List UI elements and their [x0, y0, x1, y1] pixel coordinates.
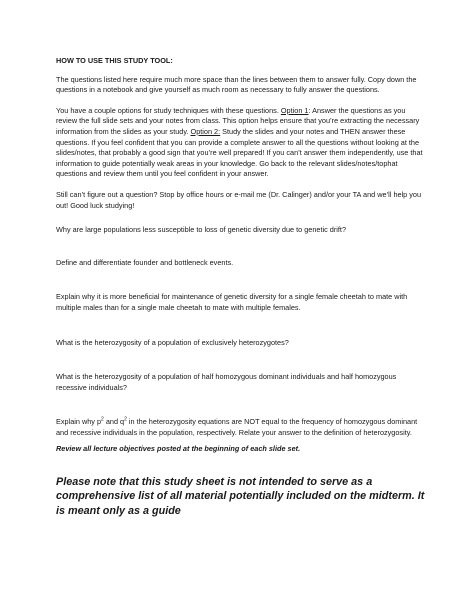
options-text-2: : Answer the questions as you review the full slide sets and your notes from class. This option helps ensure that you’re extracting the necessary information from the slides as your study.	[56, 105, 420, 136]
question-6-text-b: and q	[103, 417, 125, 427]
question-6-text-a: Explain why p	[56, 417, 102, 427]
options-paragraph	[56, 106, 424, 180]
review-reminder: Review all lecture objectives posted at the beginning of each slide set.	[56, 444, 301, 454]
disclaimer-note: Please note that this study sheet is not intended to serve as a comprehensive list of all material potentially included on the midterm. It is meant only as a guide	[56, 476, 425, 517]
intro-paragraph: The questions listed here require much more space than the lines between them to answer fully. Copy down the questions in a notebook and give yourself as much room as necessary to fully answer the questions.	[56, 74, 417, 95]
question-5: What is the heterozygosity of a population of half homozygous dominant individuals and half homozygous recessive individuals?	[56, 372, 397, 392]
question-4: What is the heterozygosity of a population of exclusively heterozygotes?	[56, 337, 289, 347]
question-2: Define and differentiate founder and bottleneck events.	[56, 257, 234, 267]
question-3: Explain why it is more beneficial for maintenance of genetic diversity for a single female cheetah to mate with multiple males than for a single male cheetah to mate with multiple females.	[56, 292, 408, 312]
question-6-superscript-1: 2	[101, 416, 104, 423]
options-text-1: You have a couple options for study techniques with these questions.	[56, 105, 281, 115]
question-6-text-c: in the heterozygosity equations are NOT equal to the frequency of homozygous dominant and recessive individuals in the population, respectively. Relate your answer to the definition of heterozygosity.	[56, 417, 418, 437]
option-2-label: Option 2:	[190, 126, 221, 136]
document-body	[56, 56, 424, 518]
question-6	[56, 417, 424, 438]
help-paragraph: Still can’t figure out a question? Stop by office hours or e-mail me (Dr. Calinger) and/or your TA and we’ll help you out! Good luck studying!	[56, 189, 422, 210]
question-1: Why are large populations less susceptible to loss of genetic diversity due to genetic drift?	[56, 225, 347, 235]
question-6-superscript-2: 2	[124, 416, 127, 423]
option-1-label: Option 1	[280, 105, 309, 115]
options-text-3: Study the slides and your notes and THEN answer these questions. If you feel confident that you can provide a complete answer to all the questions without looking at the slides/notes, that probably a good sign that you’re well prepared! If you can’t answer them independently, use that information to guide potentially weak areas in your knowledge. Go back to the relevant slides/notes/tophat questions and review them until you feel confident in your answer.	[56, 126, 423, 179]
page-title: HOW TO USE THIS STUDY TOOL:	[56, 56, 173, 65]
